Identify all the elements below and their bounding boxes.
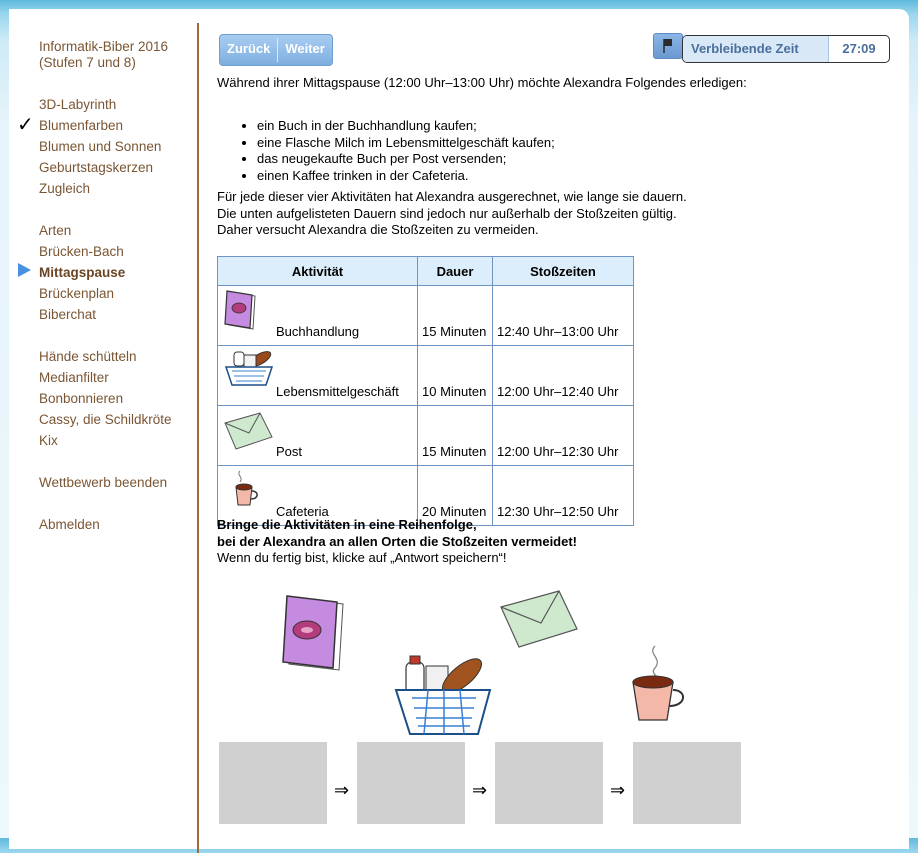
draggable-grocery-basket[interactable]	[392, 652, 494, 743]
sidebar-item-haende-schuetteln[interactable]: Hände schütteln	[39, 349, 137, 364]
duration-cell: 20 Minuten	[418, 466, 493, 526]
checkmark-icon: ✓	[17, 114, 34, 136]
bullet-item: • einen Kaffee trinken in der Cafeteria.	[257, 168, 555, 185]
sidebar-end-group	[39, 472, 167, 493]
flag-icon	[654, 34, 682, 58]
sidebar-item-geburtstagskerzen[interactable]: Geburtstagskerzen	[39, 160, 154, 175]
bullet-item: • das neugekaufte Buch per Post versenden;	[257, 151, 555, 168]
duration-cell: 15 Minuten	[418, 406, 493, 466]
sidebar-logout-group	[39, 514, 100, 535]
activity-table	[217, 256, 634, 526]
bullet-item: • eine Flasche Milch im Lebensmittelgeschäft kaufen;	[257, 135, 555, 152]
remaining-time-box	[682, 35, 890, 63]
page	[9, 9, 909, 849]
activity-cell	[218, 286, 418, 346]
table-row	[218, 286, 634, 346]
table-row	[218, 406, 634, 466]
sidebar-item-biberchat[interactable]: Biberchat	[39, 307, 97, 322]
sidebar-divider	[197, 23, 199, 853]
draggable-coffee-cup[interactable]	[625, 642, 689, 727]
timer-label: Verbleibende Zeit	[683, 36, 829, 62]
table-header-row	[218, 257, 634, 286]
timer-value: 27:09	[842, 41, 876, 56]
arrow-right-icon: ⇒	[610, 780, 626, 800]
activity-name: Post	[276, 444, 303, 459]
sidebar-item-arten[interactable]: Arten	[39, 223, 72, 238]
drop-slot-4[interactable]	[633, 742, 741, 824]
back-button[interactable]: Zurück	[227, 41, 271, 56]
sidebar-title-line1: Informatik-Biber 2016	[39, 39, 169, 54]
coffee-cup-icon	[625, 642, 689, 724]
envelope-icon	[222, 409, 276, 451]
drop-slot-2[interactable]	[357, 742, 465, 824]
flag-button[interactable]	[653, 33, 683, 59]
grocery-basket-icon	[222, 349, 276, 389]
sidebar-item-bonbonnieren[interactable]: Bonbonnieren	[39, 391, 124, 406]
rush-hours-cell: 12:00 Uhr–12:30 Uhr	[493, 406, 634, 466]
duration-cell: 15 Minuten	[418, 286, 493, 346]
next-button[interactable]: Weiter	[285, 41, 325, 56]
activity-name: Cafeteria	[276, 504, 329, 519]
activity-cell	[218, 346, 418, 406]
table-row	[218, 346, 634, 406]
sidebar-item-medianfilter[interactable]: Medianfilter	[39, 370, 109, 385]
instruction-bold-line-2: bei der Alexandra an allen Orten die Stoßzeiten vermeidet!	[217, 533, 578, 549]
envelope-icon	[497, 587, 581, 651]
sidebar-group-2	[39, 220, 125, 325]
sidebar-title-line2: (Stufen 7 und 8)	[39, 55, 136, 70]
end-contest-link[interactable]: Wettbewerb beenden	[39, 475, 168, 490]
bullet-item: • ein Buch in der Buchhandlung kaufen;	[257, 118, 555, 135]
activity-name: Lebensmittelgeschäft	[276, 384, 399, 399]
nav-button-group	[219, 34, 333, 66]
sidebar-item-brueckenplan[interactable]: Brückenplan	[39, 286, 115, 301]
rush-hours-cell: 12:00 Uhr–12:40 Uhr	[493, 346, 634, 406]
duration-cell: 10 Minuten	[418, 346, 493, 406]
paragraph-line-2: Die unten aufgelisteten Dauern sind jedoch nur außerhalb der Stoßzeiten gültig.	[217, 205, 677, 221]
sidebar-title	[39, 39, 168, 71]
arrow-right-icon: ⇒	[472, 780, 488, 800]
coffee-cup-icon	[222, 469, 262, 511]
instruction-bold-line-1: Bringe die Aktivitäten in eine Reihenfolge,	[217, 517, 477, 532]
task-intro: Während ihrer Mittagspause (12:00 Uhr–13:00 Uhr) möchte Alexandra Folgendes erledigen:	[217, 75, 747, 90]
activity-name: Buchhandlung	[276, 324, 360, 339]
sidebar-item-mittagspause[interactable]: Mittagspause	[39, 265, 126, 280]
column-header-activity: Aktivität	[218, 257, 418, 286]
sidebar-item-zugleich[interactable]: Zugleich	[39, 181, 91, 196]
activity-bullet-list	[244, 118, 555, 184]
book-icon	[277, 592, 351, 672]
task-paragraph	[217, 189, 897, 239]
column-header-rush-hours: Stoßzeiten	[493, 257, 634, 286]
sidebar-group-3	[39, 346, 172, 451]
sidebar-item-kix[interactable]: Kix	[39, 433, 58, 448]
sidebar-item-cassy[interactable]: Cassy, die Schildkröte	[39, 412, 172, 427]
sidebar-item-bruecken-bach[interactable]: Brücken-Bach	[39, 244, 124, 259]
arrow-right-icon: ⇒	[334, 780, 350, 800]
logout-link[interactable]: Abmelden	[39, 517, 100, 532]
rush-hours-cell: 12:30 Uhr–12:50 Uhr	[493, 466, 634, 526]
current-task-arrow-icon	[18, 263, 31, 277]
sidebar	[9, 9, 197, 537]
sidebar-item-3d-labyrinth[interactable]: 3D-Labyrinth	[39, 97, 117, 112]
paragraph-line-1: Für jede dieser vier Aktivitäten hat Alexandra ausgerechnet, wie lange sie dauern.	[217, 189, 687, 204]
sidebar-item-blumen-und-sonnen[interactable]: Blumen und Sonnen	[39, 139, 162, 154]
rush-hours-cell: 12:40 Uhr–13:00 Uhr	[493, 286, 634, 346]
drop-slot-1[interactable]	[219, 742, 327, 824]
grocery-basket-icon	[392, 652, 494, 740]
sidebar-item-blumenfarben[interactable]: Blumenfarben	[39, 118, 124, 133]
instructions	[217, 517, 897, 567]
paragraph-line-3: Daher versucht Alexandra die Stoßzeiten zu vermeiden.	[217, 222, 539, 237]
sidebar-group-1	[39, 94, 161, 199]
draggable-envelope[interactable]	[497, 587, 581, 654]
drop-slot-3[interactable]	[495, 742, 603, 824]
instruction-line-3: Wenn du fertig bist, klicke auf „Antwort speichern“!	[217, 550, 507, 565]
book-icon	[222, 289, 262, 331]
activity-cell	[218, 406, 418, 466]
draggable-book[interactable]	[277, 592, 351, 675]
column-header-duration: Dauer	[418, 257, 493, 286]
